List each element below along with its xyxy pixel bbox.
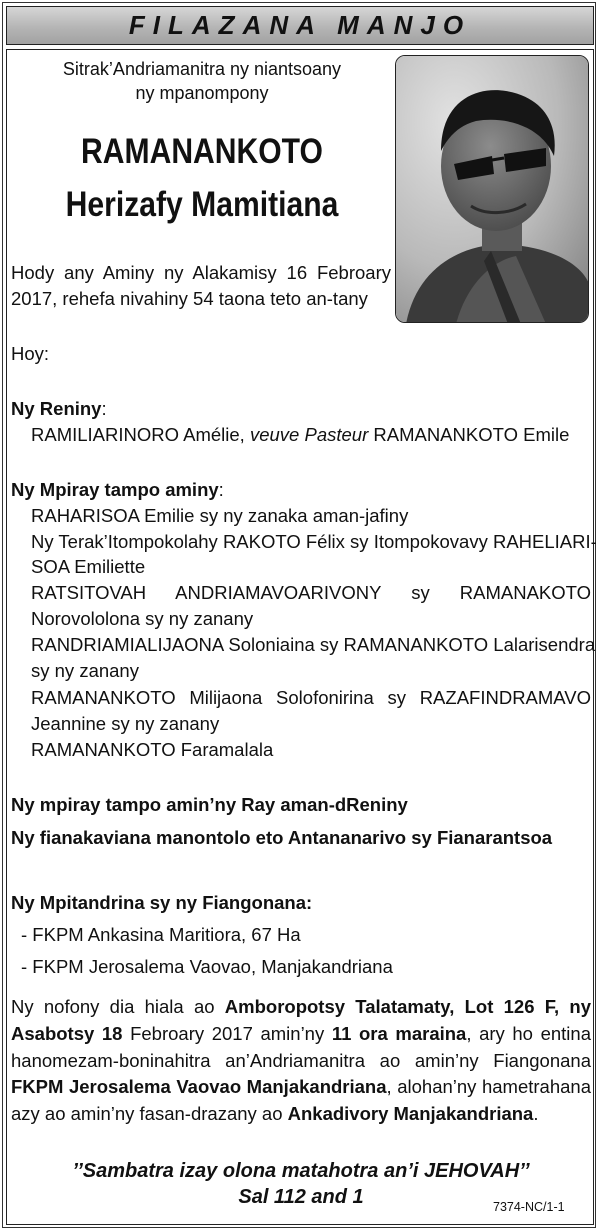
body-line-4-wrap xyxy=(11,1076,591,1098)
reniny-name-1: RAMILIARINORO Amélie, xyxy=(31,424,245,445)
mpiray-line-wrap xyxy=(31,634,596,656)
mpiray-line: RANDRIAMIALIJAONA Soloniaina sy RAMANANKOTO Lalarisendra xyxy=(31,634,596,655)
reniny-title: veuve Pasteur xyxy=(249,424,369,445)
intro-line-1: Sitrak’Andriamanitra ny niantsoany xyxy=(62,59,342,79)
body-l4a: FKPM Jerosalema Vaovao Manjakandriana xyxy=(11,1076,387,1097)
mpiray-line: Jeannine sy ny zanany xyxy=(31,713,220,734)
death-line-1-wrap xyxy=(11,262,391,284)
reference-code: 7374-NC/1-1 xyxy=(493,1200,565,1214)
body-l2b: Febroary 2017 amin’ny xyxy=(122,1023,332,1044)
body-line-5 xyxy=(11,1103,539,1125)
death-notice-line-2: 2017, rehefa nivahiny 54 taona teto an-tany xyxy=(11,288,368,309)
body-l2c: 11 ora maraina xyxy=(331,1023,467,1044)
body-line-2-wrap xyxy=(11,1023,591,1045)
mpiray-line: Ny Terak’Itompokolahy RAKOTO Félix sy Itompokovavy RAHELIARI- xyxy=(31,531,597,552)
mpiray-line: SOA Emiliette xyxy=(31,556,146,577)
mpiray-heading xyxy=(11,479,224,501)
body-l5b: Ankadivory Manjakandriana xyxy=(287,1103,534,1124)
deceased-given-names: Herizafy Mamitiana xyxy=(65,185,339,224)
body-line-3-wrap xyxy=(11,1050,591,1072)
deceased-surname: RAMANANKOTO xyxy=(81,132,323,171)
fianakaviana: Ny fianakaviana manontolo eto Antananarivo sy Fianarantsoa xyxy=(11,827,553,848)
body-l2a: Asabotsy 18 xyxy=(11,1023,123,1044)
mpitandrina-item: - FKPM Ankasina Maritiora, 67 Ha xyxy=(21,924,301,945)
reniny-heading xyxy=(11,398,107,420)
body-l4b: , alohan’ny hametrahana xyxy=(386,1076,591,1097)
body-l5c: . xyxy=(533,1103,539,1124)
mpiray-colon: : xyxy=(218,479,224,500)
body-l5a: azy ao amin’ny fasan-drazany ao xyxy=(11,1103,288,1124)
body-line-2 xyxy=(11,1023,591,1045)
mpiray-line: RAHARISOA Emilie sy ny zanaka aman-jafiny xyxy=(31,505,409,526)
closing-quote: ’’Sambatra izay olona matahotra an’i JEHOVAH’’ xyxy=(72,1160,530,1182)
mpiray-line: RAMANANKOTO Faramalala xyxy=(31,739,274,760)
body-line-4 xyxy=(11,1076,591,1098)
body-l1a: Ny nofony dia hiala ao xyxy=(11,996,225,1017)
portrait-photo xyxy=(395,55,589,323)
mpiray-heading-text: Ny Mpiray tampo aminy xyxy=(11,479,219,500)
reniny-entry xyxy=(31,424,569,446)
mpitandrina-heading: Ny Mpitandrina sy ny Fiangonana: xyxy=(11,892,313,913)
reniny-heading-text: Ny Reniny xyxy=(11,398,102,419)
body-line-3: hanomezam-boninahitra an’Andriamanitra ao amin’ny Fiangonana xyxy=(11,1050,591,1071)
notice-content xyxy=(6,49,597,1225)
mpiray-line-wrap xyxy=(31,687,591,709)
portrait-icon xyxy=(396,56,589,323)
reniny-colon: : xyxy=(101,398,107,419)
mpiray-line-wrap xyxy=(31,531,597,553)
body-l1b: Amboropotsy Talatamaty, Lot 126 F, ny xyxy=(224,996,591,1017)
header-bar xyxy=(6,6,594,45)
intro-line-2: ny mpanompony xyxy=(135,83,269,103)
closing-reference: Sal 112 and 1 xyxy=(238,1186,364,1208)
body-line-1 xyxy=(11,996,591,1018)
death-notice-line-1: Hody any Aminy ny Alakamisy 16 Febroary xyxy=(11,262,391,283)
mpiray-line: RAMANANKOTO Milijaona Solofonirina sy RAZAFINDRAMAVO xyxy=(31,687,591,708)
mpiray-line: sy ny zanany xyxy=(31,660,139,681)
body-line-1-wrap xyxy=(11,996,591,1018)
reniny-name-2: RAMANANKOTO Emile xyxy=(373,424,570,445)
mpiray-line: RATSITOVAH ANDRIAMAVOARIVONY sy RAMANAKOTO xyxy=(31,582,591,603)
mpitandrina-item: - FKPM Jerosalema Vaovao, Manjakandriana xyxy=(21,956,393,977)
header-title: FILAZANA MANJO xyxy=(128,10,472,40)
body-l2d: , ary ho entina xyxy=(466,1023,591,1044)
hoy-label: Hoy: xyxy=(11,343,50,364)
mpiray-line: Norovololona sy ny zanany xyxy=(31,608,254,629)
ray-aman-dreniny: Ny mpiray tampo amin’ny Ray aman-dReniny xyxy=(11,794,408,815)
mpiray-line-wrap xyxy=(31,582,591,604)
